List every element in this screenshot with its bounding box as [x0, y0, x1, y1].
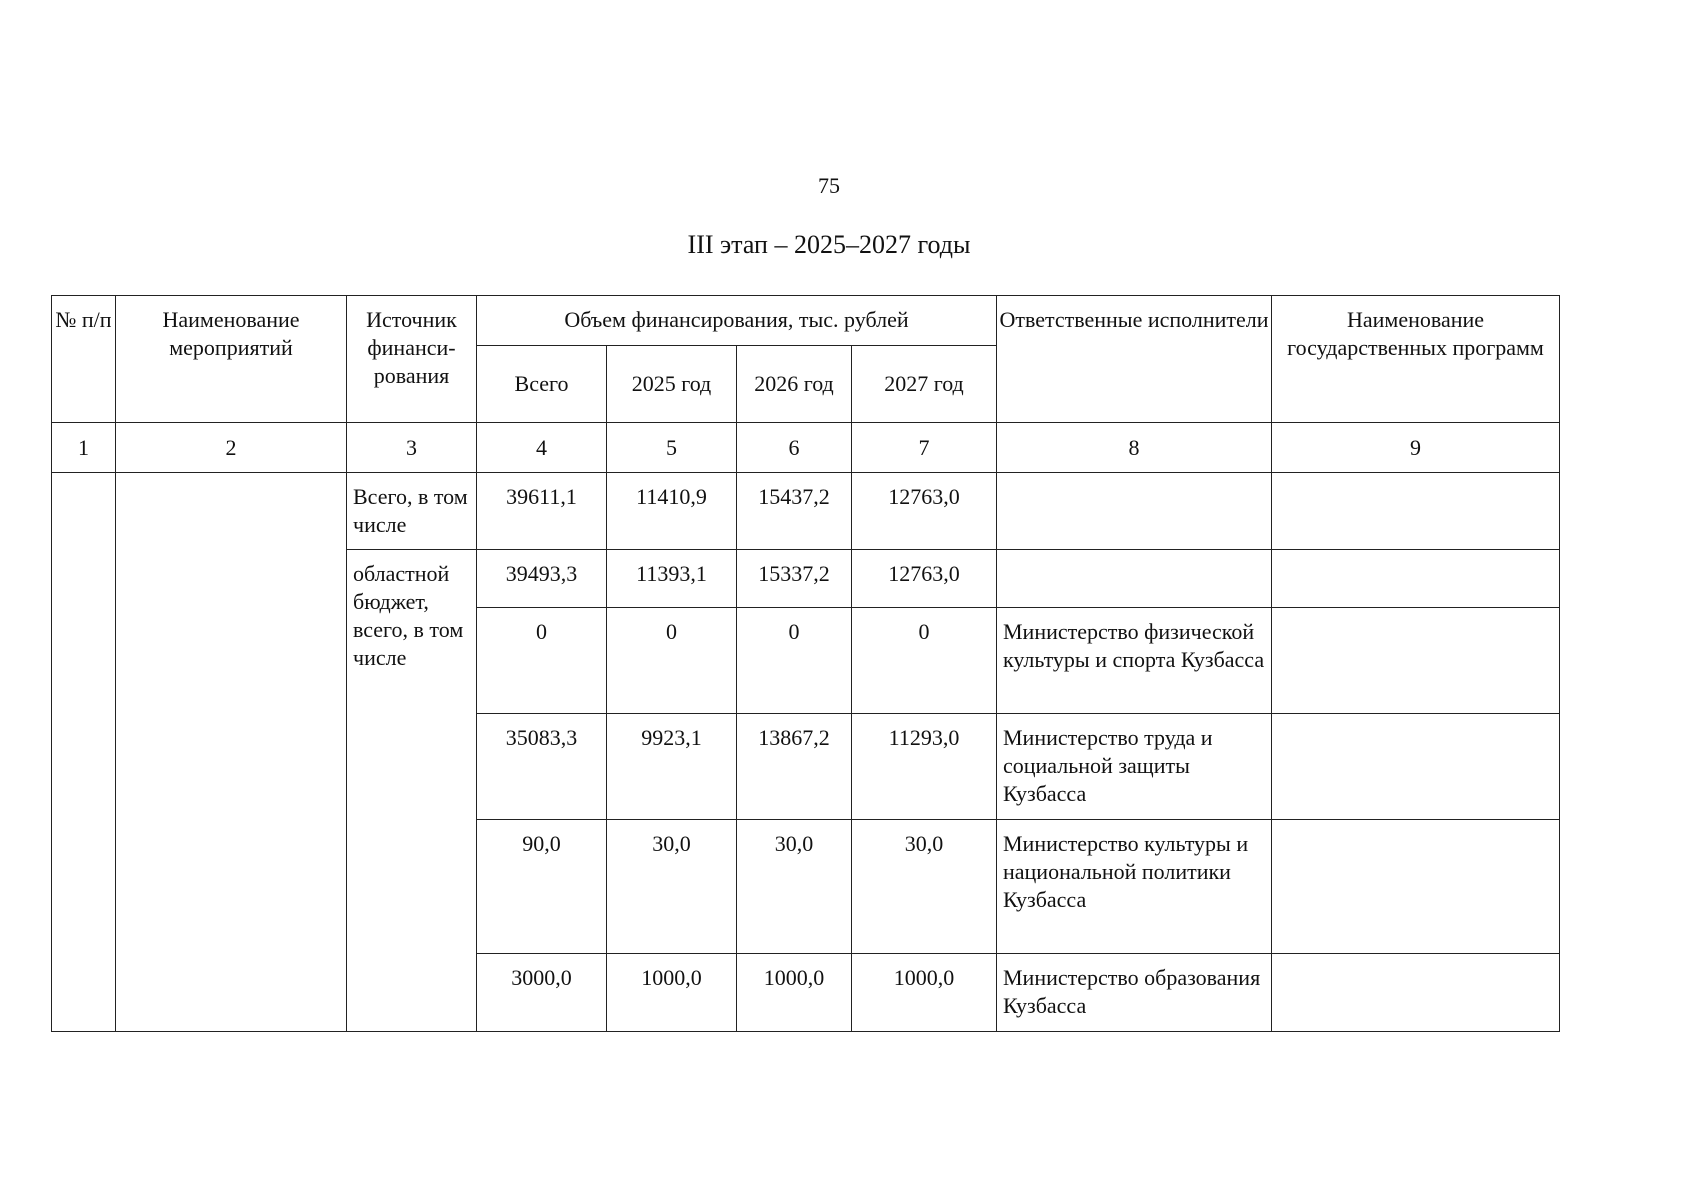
- header-activity-name: Наименование мероприятий: [116, 296, 347, 423]
- year-2026-cell: 13867,2: [737, 714, 852, 820]
- header-year-2025: 2025 год: [607, 346, 737, 423]
- header-funding-volume: Объем финансирования, тыс. рублей: [477, 296, 997, 346]
- funding-source-cell: Всего, в том числе: [347, 473, 477, 550]
- executor-cell: [997, 473, 1272, 550]
- funding-source-cell: областной бюджет, всего, в том числе: [347, 550, 477, 1032]
- year-2027-cell: 12763,0: [852, 473, 997, 550]
- header-row: [52, 296, 1560, 346]
- year-2025-cell: 11393,1: [607, 550, 737, 608]
- executor-cell: Министерство культуры и национальной политики Кузбасса: [997, 820, 1272, 954]
- column-number: 8: [997, 423, 1272, 473]
- year-2027-cell: 12763,0: [852, 550, 997, 608]
- total-cell: 3000,0: [477, 954, 607, 1032]
- executor-cell: Министерство образования Кузбасса: [997, 954, 1272, 1032]
- year-2026-cell: 1000,0: [737, 954, 852, 1032]
- header-funding-source: Источник финанси-рования: [347, 296, 477, 423]
- financing-table: [51, 295, 1560, 1032]
- program-cell: [1272, 608, 1560, 714]
- program-cell: [1272, 820, 1560, 954]
- year-2025-cell: 11410,9: [607, 473, 737, 550]
- year-2026-cell: 15337,2: [737, 550, 852, 608]
- year-2026-cell: 0: [737, 608, 852, 714]
- year-2025-cell: 30,0: [607, 820, 737, 954]
- year-2026-cell: 15437,2: [737, 473, 852, 550]
- total-cell: 39493,3: [477, 550, 607, 608]
- executor-cell: Министерство труда и социальной защиты Кузбасса: [997, 714, 1272, 820]
- header-year-2026: 2026 год: [737, 346, 852, 423]
- column-number: 3: [347, 423, 477, 473]
- year-2027-cell: 0: [852, 608, 997, 714]
- program-cell: [1272, 473, 1560, 550]
- column-number: 1: [52, 423, 116, 473]
- number-cell: [52, 473, 116, 1032]
- column-number: 7: [852, 423, 997, 473]
- program-cell: [1272, 954, 1560, 1032]
- header-number: № п/п: [52, 296, 116, 423]
- year-2025-cell: 9923,1: [607, 714, 737, 820]
- total-cell: 90,0: [477, 820, 607, 954]
- page-title: III этап – 2025–2027 годы: [687, 230, 971, 259]
- year-2025-cell: 1000,0: [607, 954, 737, 1032]
- page-number: 75: [818, 173, 840, 198]
- activity-name-cell: [116, 473, 347, 1032]
- table-row: [52, 473, 1560, 550]
- program-cell: [1272, 550, 1560, 608]
- column-number: 2: [116, 423, 347, 473]
- year-2027-cell: 1000,0: [852, 954, 997, 1032]
- column-number: 4: [477, 423, 607, 473]
- header-executors: Ответственные исполнители: [997, 296, 1272, 423]
- column-number: 9: [1272, 423, 1560, 473]
- column-number-row: [52, 423, 1560, 473]
- year-2027-cell: 30,0: [852, 820, 997, 954]
- total-cell: 35083,3: [477, 714, 607, 820]
- total-cell: 0: [477, 608, 607, 714]
- header-year-2027: 2027 год: [852, 346, 997, 423]
- year-2027-cell: 11293,0: [852, 714, 997, 820]
- header-programs: Наименование государственных программ: [1272, 296, 1560, 423]
- header-total: Всего: [477, 346, 607, 423]
- year-2026-cell: 30,0: [737, 820, 852, 954]
- column-number: 5: [607, 423, 737, 473]
- column-number: 6: [737, 423, 852, 473]
- total-cell: 39611,1: [477, 473, 607, 550]
- executor-cell: [997, 550, 1272, 608]
- executor-cell: Министерство физической культуры и спорта Кузбасса: [997, 608, 1272, 714]
- program-cell: [1272, 714, 1560, 820]
- year-2025-cell: 0: [607, 608, 737, 714]
